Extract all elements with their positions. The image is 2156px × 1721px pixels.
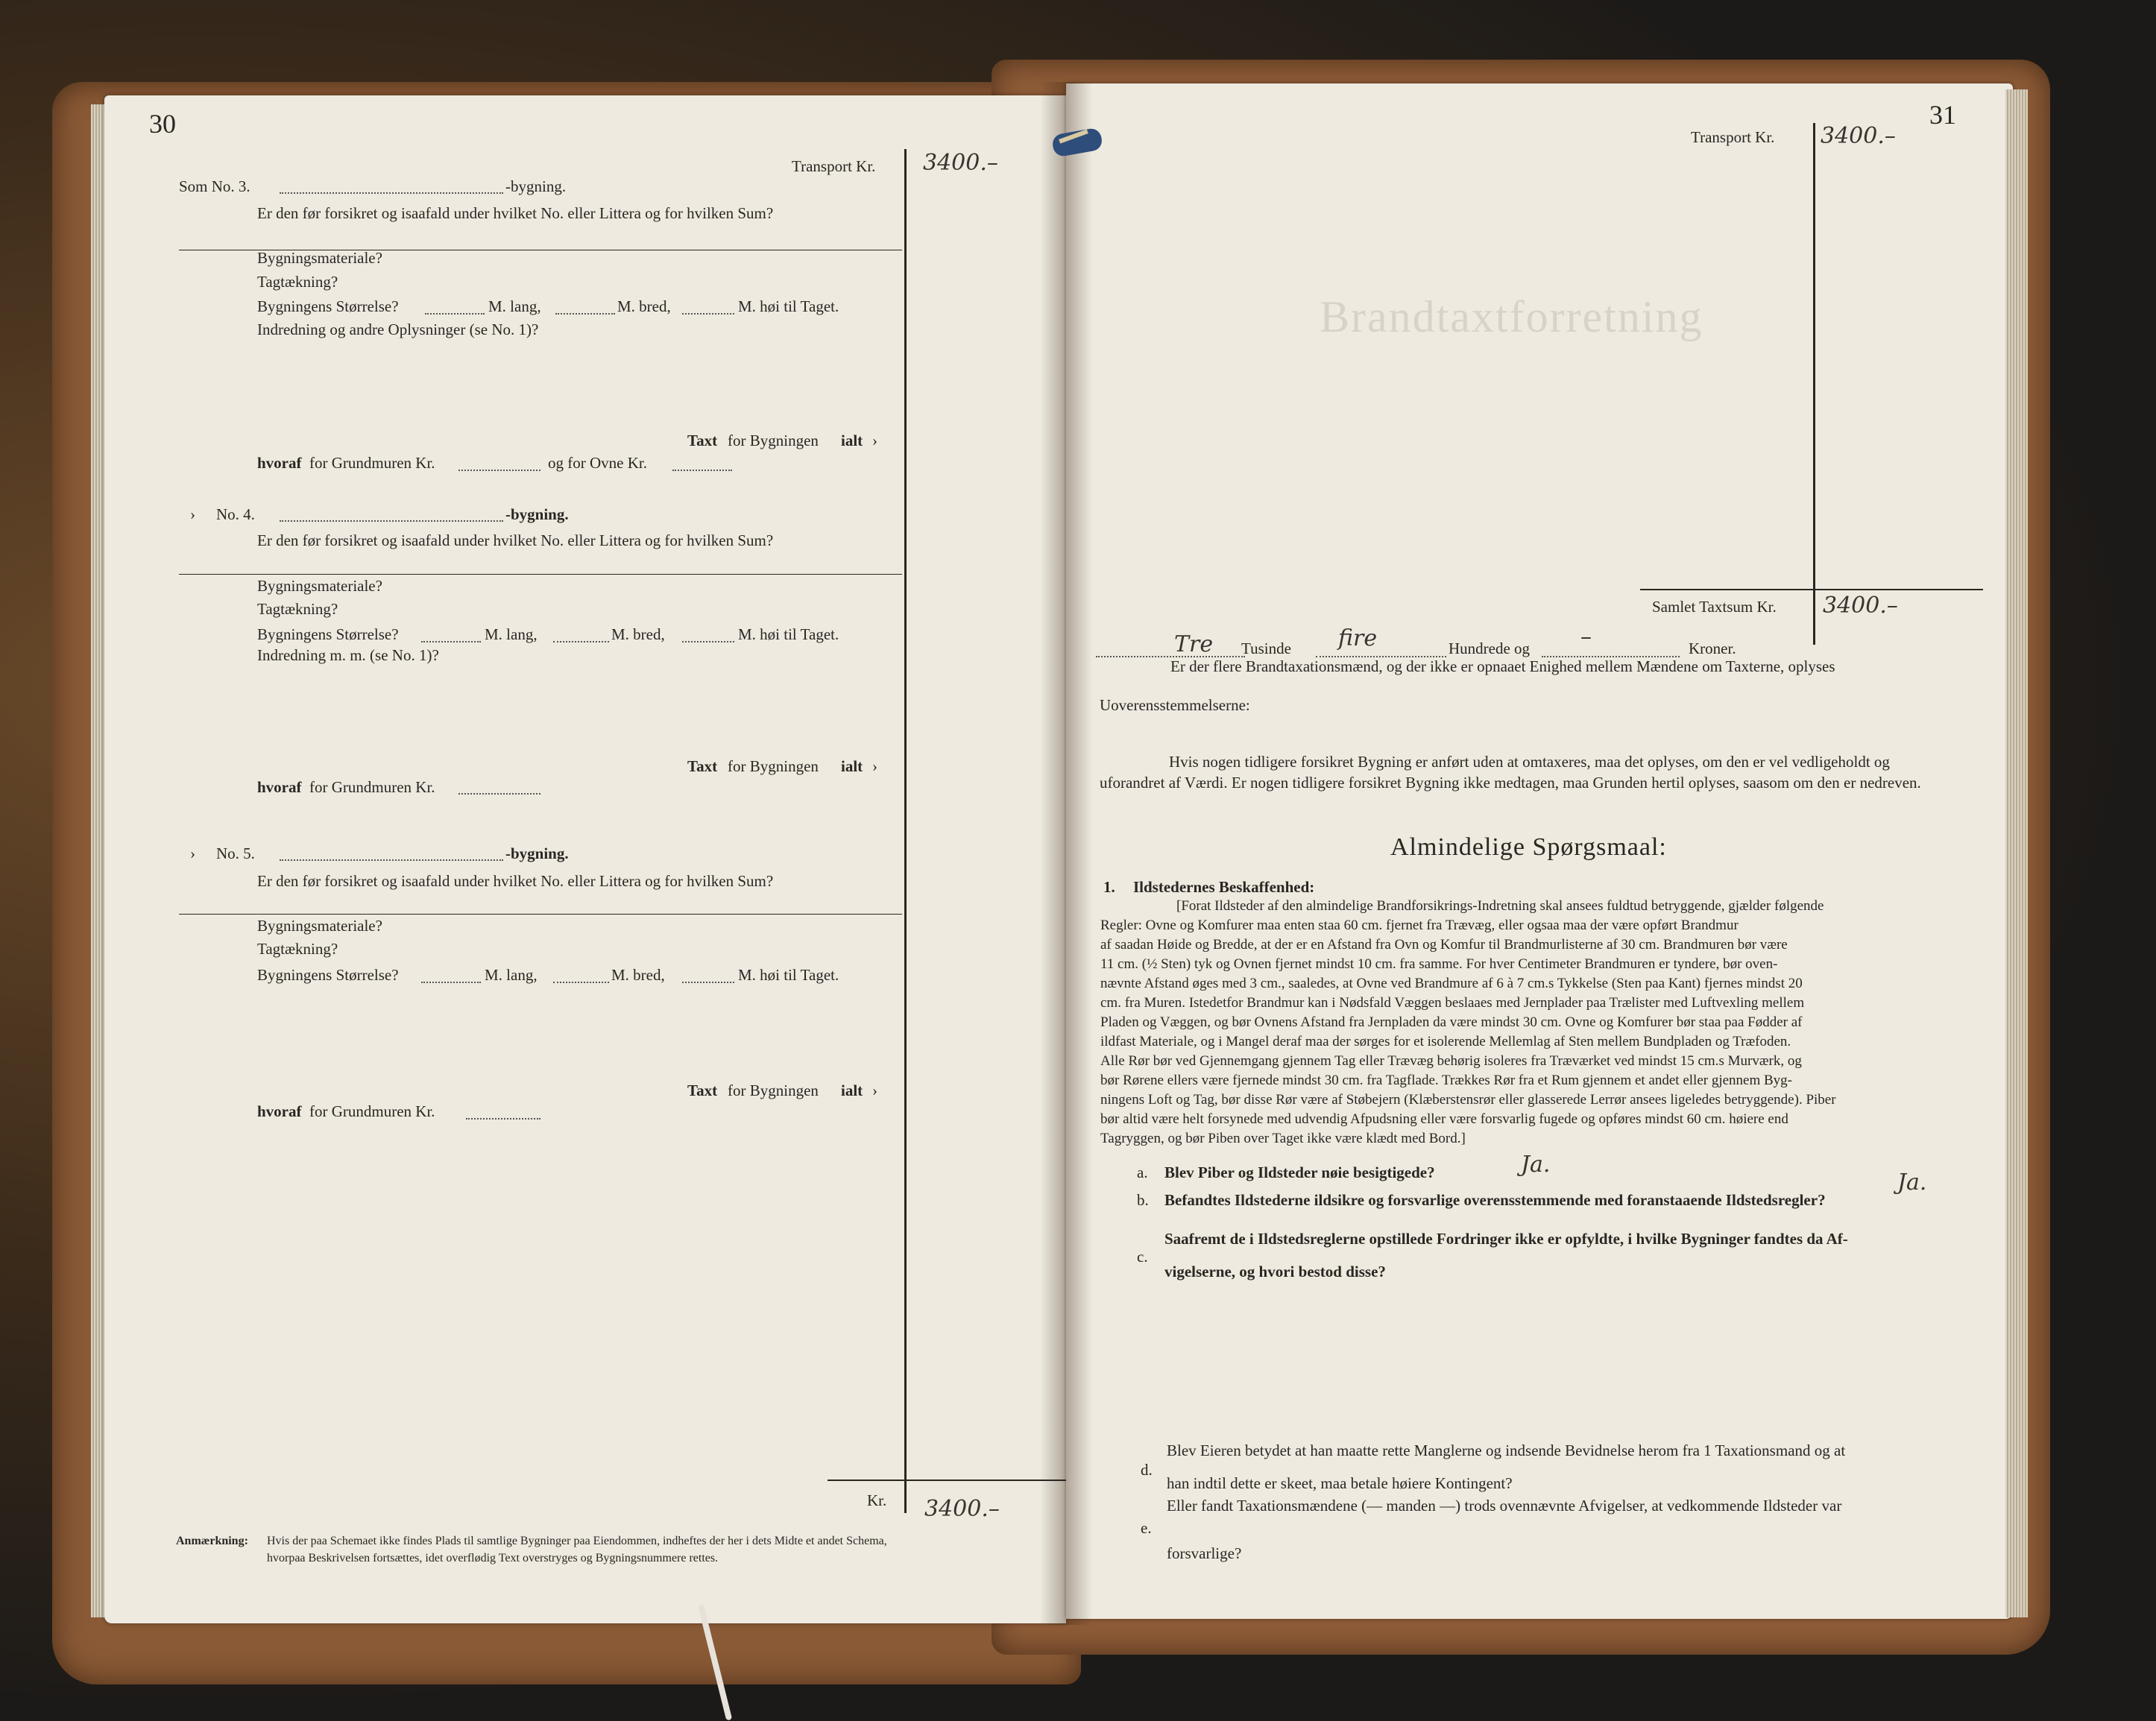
separator-line (179, 574, 902, 575)
question-d-line-2: han indtil dette er skeet, maa betale høiere Kontingent? (1167, 1474, 1513, 1492)
ialt-arrow: › (872, 432, 877, 449)
question-a-letter: a. (1137, 1163, 1148, 1181)
ialt-label: ialt (841, 432, 863, 449)
ialt-label: ialt (841, 1081, 863, 1099)
fireplace-rules-line: af saadan Høide og Bredde, at der er en Afstand fra Ovn og Komfur til Brandmurlisterne af 30 cm. Brandmuren bør være (1100, 937, 1788, 953)
fireplace-rules-line: ildfast Materiale, og i Mangel deraf maa der sørges for et isolerende Mellemlag af Sten mellem Bundpladen og Træfoden. (1100, 1034, 1791, 1049)
interior-question: Indredning m. m. (se No. 1)? (257, 646, 439, 664)
building-prefix: › (190, 505, 195, 523)
bygning-label: -bygning. (505, 505, 569, 523)
building-label: Som No. 3. (179, 177, 250, 195)
stoves-label: og for Ovne Kr. (548, 454, 647, 472)
separator-line (179, 914, 902, 915)
question-b-answer: Ja. (1897, 1169, 1927, 1196)
width-field[interactable] (553, 641, 609, 642)
prior-insurance-question: Er den før forsikret og isaafald under hvilket No. eller Littera og for hvilken Sum? (257, 204, 774, 222)
question-c-line-2: vigelserne, og hvori bestod disse? (1164, 1263, 1386, 1281)
roof-question: Tagtækning? (257, 940, 338, 958)
hundrede-label: Hundrede og (1449, 640, 1531, 657)
question-c-line-1: Saafremt de i Ildstedsreglerne opstillede Fordringer ikke er opfyldte, i hvilke Bygninger fandtes da Af- (1164, 1230, 1848, 1248)
prior-insurance-question: Er den før forsikret og isaafald under hvilket No. eller Littera og for hvilken Sum? (257, 872, 774, 890)
question-e-line-2: forsvarlige? (1167, 1544, 1242, 1562)
bygning-label: -bygning. (505, 844, 569, 862)
foundation-field[interactable] (458, 793, 540, 795)
material-question: Bygningsmateriale? (257, 917, 382, 935)
question-c-letter: c. (1137, 1248, 1148, 1266)
question-1-title: Ildstedernes Beskaffenhed: (1133, 878, 1315, 896)
length-field[interactable] (421, 641, 481, 642)
size-question: Bygningens Størrelse? (257, 625, 399, 643)
height-field[interactable] (682, 313, 734, 315)
taxt-label: Taxt (687, 757, 718, 775)
general-questions-heading: Almindelige Spørgsmaal: (1390, 833, 1667, 861)
fireplace-rules-line: 11 cm. (½ Sten) tyk og Ovnen fjernet mindst 10 cm. fra samme. For hver Centimeter Brandmuren er tyndere, bør oven- (1100, 956, 1778, 972)
amount-column-line-left (904, 149, 907, 1513)
fireplace-rules-line: Regler: Ovne og Komfurer maa enten staa 60 cm. fjernet fra Trævæg, eller ogsaa maa der være opført Brandmur (1100, 918, 1739, 933)
fireplace-rules-line: bør Rørene ellers være fjernede mindst 30 cm. fra Tagflade. Trækkes Rør fra et Rum gjennem et andet eller gjennem Byg- (1100, 1073, 1793, 1088)
fireplace-rules-line: nævnte Afstand øges med 3 cm., saaledes, at Ovne ved Brandmure af 6 à 7 cm.s Tykkelse (Sten paa Kant) fjernes mindst 20 (1100, 976, 1803, 991)
foundation-label: for Grundmuren Kr. (309, 1102, 435, 1120)
building-prefix: › (190, 844, 195, 862)
building-type-field[interactable] (280, 859, 503, 861)
foundation-field[interactable] (466, 1118, 540, 1120)
amount-words-rest: – (1580, 624, 1592, 650)
building-type-field[interactable] (280, 520, 503, 522)
fireplace-rules-line: Alle Rør bør ved Gjennemgang gjennem Tag eller Trævæg behørig isoleres fra Træværket ved mindst 15 cm.s Murværk, og (1100, 1053, 1802, 1069)
book-gutter (1040, 82, 1092, 1625)
hvoraf-label: hvoraf (257, 454, 302, 472)
kroner-label: Kroner. (1689, 640, 1736, 657)
height-unit: M. høi til Taget. (738, 966, 839, 984)
fireplace-rules-line: Tagryggen, og bør Piben over Taget ikke være klædt med Bord.] (1100, 1131, 1466, 1146)
question-e-line-1: Eller fandt Taxationsmændene (— manden —) trods ovennævnte Afvigelser, at vedkommende Ildsteder var (1167, 1497, 1842, 1515)
taxt-label: Taxt (687, 432, 718, 449)
question-d-letter: d. (1141, 1461, 1153, 1479)
samlet-label: Samlet Taxtsum Kr. (1652, 598, 1777, 616)
question-a-text: Blev Piber og Ildsteder nøie besigtigede? (1164, 1163, 1435, 1181)
question-a-answer: Ja. (1521, 1152, 1551, 1178)
width-field[interactable] (553, 982, 609, 983)
ialt-label: ialt (841, 757, 863, 775)
hvoraf-label: hvoraf (257, 778, 302, 796)
note-line-1: Hvis der paa Schemaet ikke findes Plads til samtlige Bygninger paa Eiendommen, indheftes der her i dets Midte et andet Schema, (267, 1535, 887, 1547)
roof-question: Tagtækning? (257, 600, 338, 618)
amount-words-thousands: Tre (1174, 631, 1214, 657)
total-rule-left (828, 1480, 1066, 1481)
width-unit: M. bred, (611, 966, 665, 984)
page-number-left: 30 (149, 109, 176, 139)
page-number-right: 31 (1929, 100, 1956, 130)
ialt-arrow: › (872, 757, 877, 775)
length-unit: M. lang, (488, 297, 541, 315)
bygning-label: -bygning. (505, 177, 567, 195)
prior-insured-line-1: Hvis nogen tidligere forsikret Bygning er anført uden at omtaxeres, maa det oplyses, om den er vel vedligeholdt og (1169, 753, 1890, 771)
fireplace-rules-line: Pladen og Væggen, og bør Ovnens Afstand fra Jernpladen da være mindst 30 cm. Ovne og Komfurer bør staa paa Fødder af (1100, 1014, 1803, 1030)
building-label: No. 5. (216, 844, 255, 862)
height-unit: M. høi til Taget. (738, 625, 839, 643)
bleed-through-heading: Brandtaxtforretning (1320, 292, 1703, 341)
note-line-2: hvorpaa Beskrivelsen fortsættes, idet overflødig Text overstryges og Bygningsnummere rettes. (267, 1552, 719, 1564)
building-label: No. 4. (216, 505, 255, 523)
question-b-letter: b. (1137, 1191, 1149, 1209)
roof-question: Tagtækning? (257, 273, 338, 291)
prior-insurance-question: Er den før forsikret og isaafald under hvilket No. eller Littera og for hvilken Sum? (257, 531, 774, 549)
size-question: Bygningens Størrelse? (257, 966, 399, 984)
size-question: Bygningens Størrelse? (257, 297, 399, 315)
total-label-left: Kr. (867, 1491, 887, 1509)
fireplace-rules-line: cm. fra Muren. Istedetfor Brandmur kan i Nødsfald Væggen beslaaes med Jernplader paa Trælister med Luftvexling mellem (1100, 995, 1805, 1011)
width-field[interactable] (555, 313, 615, 315)
transport-label-left: Transport Kr. (792, 157, 876, 175)
note-label: Anmærkning: (176, 1535, 248, 1547)
building-type-field[interactable] (280, 192, 503, 194)
length-field[interactable] (421, 982, 481, 983)
fireplace-rules-line: [Forat Ildsteder af den almindelige Brandforsikrings-Indretning skal ansees fuldtud betryggende, gjælder følgende (1176, 898, 1824, 914)
transport-value-left: 3400.– (923, 150, 998, 176)
material-question: Bygningsmateriale? (257, 249, 382, 267)
ialt-arrow: › (872, 1081, 877, 1099)
taxt-label: Taxt (687, 1081, 718, 1099)
height-unit: M. høi til Taget. (738, 297, 839, 315)
width-unit: M. bred, (611, 625, 665, 643)
disagreement-line-1: Er der flere Brandtaxationsmænd, og der ikke er opnaaet Enighed mellem Mændene om Taxterne, oplyses (1170, 657, 1835, 675)
samlet-value: 3400.– (1823, 593, 1898, 619)
fireplace-rules-line: bør altid være helt forsynede med udvendig Afpudsning eller være forsvarlig fugede og opføres mindst 60 cm. høiere end (1100, 1111, 1788, 1127)
fireplace-rules-line: ningens Loft og Tag, bør disse Rør være af Støbejern (Klæberstensrør eller glasserede Lerrør ansees ligeledes betryggende). Piber (1100, 1092, 1836, 1108)
height-field[interactable] (682, 982, 734, 983)
transport-value-right: 3400.– (1821, 123, 1896, 149)
foundation-label: for Grundmuren Kr. (309, 454, 435, 472)
transport-label-right: Transport Kr. (1691, 128, 1775, 146)
length-field[interactable] (425, 313, 485, 315)
taxt-for-building: for Bygningen (728, 1081, 819, 1099)
stoves-field[interactable] (672, 470, 732, 471)
taxt-for-building: for Bygningen (728, 432, 819, 449)
foundation-label: for Grundmuren Kr. (309, 778, 435, 796)
width-unit: M. bred, (617, 297, 671, 315)
disagreement-line-2: Uoverensstemmelserne: (1100, 696, 1250, 714)
amount-words-hundreds: fire (1338, 625, 1378, 651)
height-field[interactable] (682, 641, 734, 642)
question-b-text: Befandtes Ildstederne ildsikre og forsvarlige overensstemmende med foranstaaende Ildstedsregler? (1164, 1191, 1826, 1209)
amount-column-line-right (1813, 123, 1815, 645)
interior-question: Indredning og andre Oplysninger (se No. 1)? (257, 320, 539, 338)
hvoraf-label: hvoraf (257, 1102, 302, 1120)
length-unit: M. lang, (485, 966, 538, 984)
tusinde-label: Tusinde (1241, 640, 1291, 657)
question-e-letter: e. (1141, 1519, 1152, 1537)
question-1-number: 1. (1103, 878, 1115, 896)
foundation-field[interactable] (458, 470, 540, 471)
samlet-rule (1640, 589, 1983, 590)
total-value-left: 3400.– (924, 1496, 1000, 1522)
question-d-line-1: Blev Eieren betydet at han maatte rette Manglerne og indsende Bevidnelse herom fra 1 Taxationsmand og at (1167, 1441, 1846, 1459)
length-unit: M. lang, (485, 625, 538, 643)
page-stack-right (2005, 89, 2028, 1617)
material-question: Bygningsmateriale? (257, 577, 382, 595)
prior-insured-line-2: uforandret af Værdi. Er nogen tidligere forsikret Bygning ikke medtagen, maa Grunden hertil oplyses, saasom om den er nedreven. (1100, 774, 1921, 792)
taxt-for-building: for Bygningen (728, 757, 819, 775)
